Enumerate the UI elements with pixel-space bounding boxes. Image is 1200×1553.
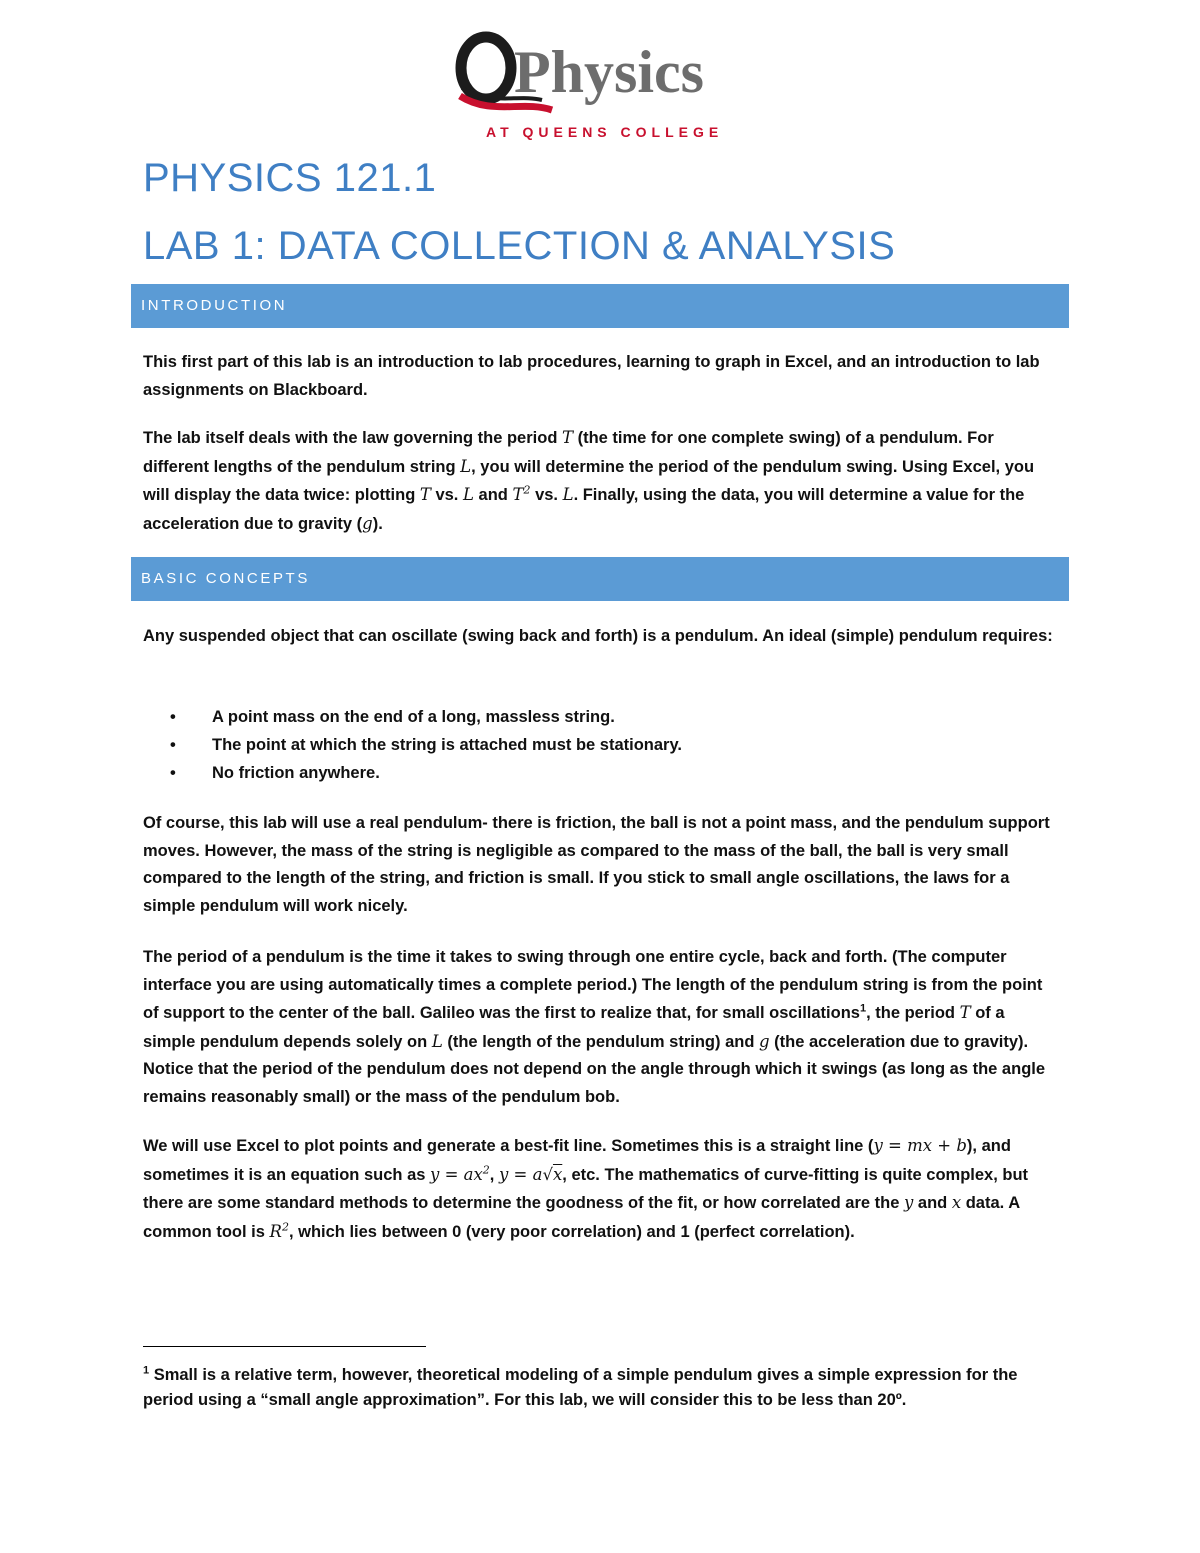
concepts-paragraph-1: Any suspended object that can oscillate (swing back and forth) is a pendulum. An ideal (simple) pendulum requires:	[143, 627, 1053, 645]
equation-sqrt: y = a√x	[498, 1164, 563, 1184]
section-heading-introduction: INTRODUCTION	[131, 284, 1069, 328]
symbol-R-squared: $R^2$	[269, 1220, 289, 1241]
bullet-icon: •	[170, 708, 176, 726]
logo-word: Physics	[514, 39, 705, 105]
footnote-text: Small is a relative term, however, theoretical modeling of a simple pendulum gives a simple expression for the period using a “small angle approximation”. For this lab, we will consider this to be less than 20º.	[143, 1366, 1018, 1409]
footnote-ref[interactable]: 1	[859, 1002, 867, 1015]
course-title: PHYSICS 121.1	[143, 156, 437, 200]
equation-quadratic: $y = ax^2$	[430, 1163, 490, 1184]
symbol-g: g	[362, 513, 373, 533]
concepts-paragraph-4: We will use Excel to plot points and generate a best-fit line. Sometimes this is a straight line (y = mx + b), and sometimes it is an equation such as $y = ax^2$, y = a√x, etc. The mathematics of curve-fitting is quite complex, but there are some standard methods to determine the goodness of the fit, or how correlated are the y and x data. A common tool is $R^2$, which lies between 0 (very poor correlation) and 1 (perfect correlation).	[143, 1136, 1029, 1241]
intro-paragraph-1: This first part of this lab is an introduction to lab procedures, learning to graph in Excel, and an introduction to lab assignments on Blackboard.	[143, 353, 1040, 399]
qc-physics-logo	[452, 30, 748, 142]
symbol-T: T	[561, 428, 573, 447]
equation-linear: y = mx + b	[873, 1136, 967, 1155]
list-item: • No friction anywhere.	[170, 759, 682, 787]
footnote	[143, 1363, 1061, 1413]
bullet-icon: •	[170, 736, 176, 754]
bullet-icon: •	[170, 764, 176, 782]
requirements-list	[170, 703, 682, 787]
footnote-divider	[143, 1346, 426, 1347]
list-item: • A point mass on the end of a long, massless string.	[170, 703, 682, 731]
symbol-L: L	[460, 456, 472, 476]
list-item: • The point at which the string is attached must be stationary.	[170, 731, 682, 759]
logo-tagline: AT QUEENS COLLEGE	[486, 124, 724, 140]
concepts-paragraph-3: The period of a pendulum is the time it takes to swing through one entire cycle, back and forth. (The computer interface you are using automatically times a complete period.) The length of the pendulum string is from the point of support to the center of the ball. Galileo was the first to realize that, for small oscillations$^1$, the period T of a simple pendulum depends solely on L (the length of the pendulum string) and g (the acceleration due to gravity). Notice that the period of the pendulum does not depend on the angle through which it swings (as long as the angle remains reasonably small) or the mass of the pendulum bob.	[143, 948, 1046, 1106]
footnote-marker: 1	[143, 1364, 150, 1377]
intro-paragraph-2: The lab itself deals with the law governing the period T (the time for one complete swing) of a pendulum. For different lengths of the pendulum string L, you will determine the period of the pendulum swing. Using Excel, you will display the data twice: plotting T vs. L and $T^2$ vs. L. Finally, using the data, you will determine a value for the acceleration due to gravity (g).	[143, 428, 1035, 533]
lab-title: LAB 1: DATA COLLECTION & ANALYSIS	[143, 224, 896, 268]
concepts-paragraph-2: Of course, this lab will use a real pendulum- there is friction, the ball is not a point mass, and the pendulum support moves. However, the mass of the string is negligible as compared to the mass of the ball, the ball is very small compared to the length of the string, and friction is small. If you stick to small angle oscillations, the laws for a simple pendulum will work nicely.	[143, 814, 1050, 915]
section-heading-basic-concepts: BASIC CONCEPTS	[131, 557, 1069, 601]
